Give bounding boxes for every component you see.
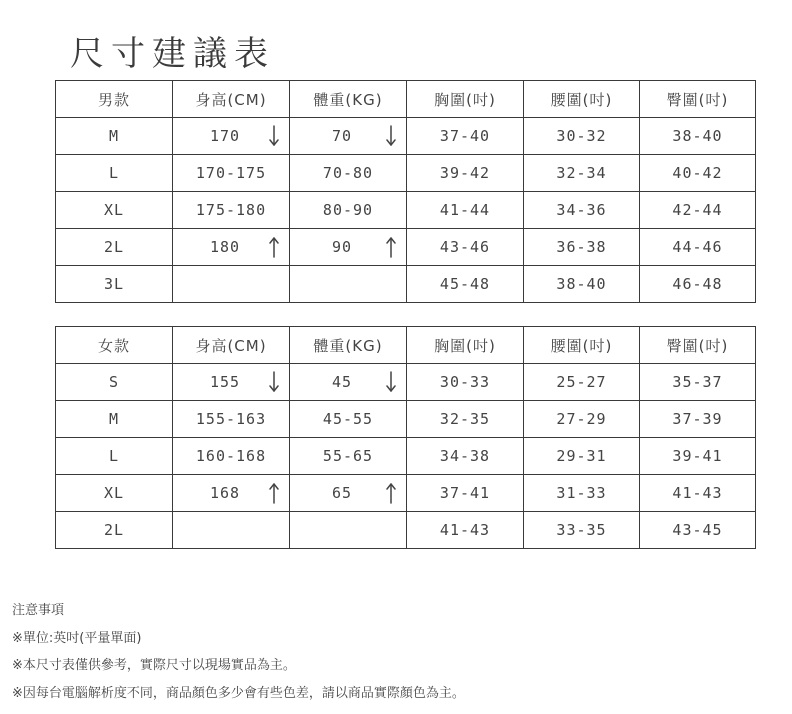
chest-cell-value: 37-41 [439, 484, 491, 502]
hip-cell-value: 43-45 [672, 521, 723, 539]
header-chest: 胸圍(吋) [407, 327, 524, 364]
table-row [56, 438, 756, 475]
waist-cell [524, 438, 640, 475]
weight-cell [290, 475, 407, 512]
up-arrow-icon [269, 482, 279, 504]
chest-cell [407, 438, 524, 475]
chest-cell [407, 512, 524, 549]
height-cell-value: 155 [209, 373, 241, 391]
size-cell-value: M [108, 127, 120, 145]
weight-cell [290, 438, 407, 475]
height-cell [173, 438, 290, 475]
hip-cell-value: 38-40 [672, 127, 723, 145]
header-chest: 胸圍(吋) [407, 81, 524, 118]
size-cell [56, 401, 173, 438]
weight-cell [290, 401, 407, 438]
hip-cell [640, 118, 756, 155]
note-item: ※單位:英吋(平量單面) [12, 630, 142, 646]
chest-cell [407, 118, 524, 155]
hip-cell [640, 364, 756, 401]
table-row [56, 118, 756, 155]
notes-heading: 注意事項 [12, 603, 65, 618]
waist-cell [524, 475, 640, 512]
weight-cell-value: 55-65 [322, 447, 374, 465]
header-height: 身高(CM) [173, 327, 290, 364]
waist-cell [524, 192, 640, 229]
hip-cell [640, 475, 756, 512]
weight-cell-value: 70 [331, 127, 353, 145]
down-arrow-icon [269, 371, 279, 393]
hip-cell [640, 512, 756, 549]
size-cell-value: XL [103, 484, 125, 502]
header-hip: 臀圍(吋) [640, 81, 756, 118]
size-cell [56, 155, 173, 192]
hip-cell-value: 46-48 [672, 275, 723, 293]
waist-cell [524, 118, 640, 155]
height-cell [173, 475, 290, 512]
chest-cell [407, 266, 524, 303]
chest-cell-value: 34-38 [439, 447, 491, 465]
chest-cell-value: 32-35 [439, 410, 491, 428]
header-men-label: 男款 [56, 81, 173, 118]
hip-cell [640, 266, 756, 303]
waist-cell-value: 25-27 [556, 373, 607, 391]
down-arrow-icon [386, 371, 396, 393]
chest-cell-value: 37-40 [439, 127, 491, 145]
weight-cell-value: 45 [331, 373, 353, 391]
waist-cell-value: 27-29 [556, 410, 607, 428]
waist-cell-value: 33-35 [556, 521, 607, 539]
height-cell-value: 175-180 [195, 201, 267, 219]
weight-cell [290, 266, 407, 303]
table-row [56, 229, 756, 266]
height-cell-value: 170-175 [195, 164, 267, 182]
hip-cell [640, 438, 756, 475]
up-arrow-icon [386, 236, 396, 258]
weight-cell-value: 70-80 [322, 164, 374, 182]
hip-cell-value: 37-39 [672, 410, 723, 428]
hip-cell [640, 155, 756, 192]
up-arrow-icon [386, 482, 396, 504]
chest-cell-value: 30-33 [439, 373, 491, 391]
header-waist: 腰圍(吋) [524, 81, 640, 118]
header-height: 身高(CM) [173, 81, 290, 118]
chest-cell [407, 229, 524, 266]
height-cell [173, 401, 290, 438]
note-item: ※因每台電腦解析度不同，商品顏色多少會有些色差，請以商品實際顏色為主。 [12, 685, 465, 701]
size-cell [56, 512, 173, 549]
down-arrow-icon [386, 125, 396, 147]
table-row [56, 512, 756, 549]
hip-cell-value: 42-44 [672, 201, 723, 219]
hip-cell [640, 229, 756, 266]
hip-cell-value: 39-41 [672, 447, 723, 465]
size-cell [56, 192, 173, 229]
hip-cell-value: 41-43 [672, 484, 723, 502]
weight-cell [290, 512, 407, 549]
weight-cell-value: 45-55 [322, 410, 374, 428]
weight-cell [290, 192, 407, 229]
height-cell [173, 118, 290, 155]
chest-cell [407, 155, 524, 192]
height-cell [173, 512, 290, 549]
waist-cell [524, 401, 640, 438]
chest-cell-value: 41-43 [439, 521, 491, 539]
weight-cell-value: 80-90 [322, 201, 374, 219]
size-cell-value: 3L [103, 275, 125, 293]
chest-cell-value: 45-48 [439, 275, 491, 293]
weight-cell [290, 364, 407, 401]
hip-cell-value: 40-42 [672, 164, 723, 182]
up-arrow-icon [269, 236, 279, 258]
table-row [56, 155, 756, 192]
hip-cell [640, 192, 756, 229]
height-cell [173, 192, 290, 229]
down-arrow-icon [269, 125, 279, 147]
size-cell-value: L [108, 164, 120, 182]
chest-cell-value: 39-42 [439, 164, 491, 182]
notes-section [12, 601, 782, 711]
chest-cell-value: 43-46 [439, 238, 491, 256]
women-size-table [55, 326, 756, 549]
height-cell [173, 266, 290, 303]
height-cell-value: 155-163 [195, 410, 267, 428]
waist-cell [524, 364, 640, 401]
size-cell-value: 2L [103, 238, 125, 256]
weight-cell-value: 90 [331, 238, 353, 256]
waist-cell-value: 30-32 [556, 127, 607, 145]
header-hip: 臀圍(吋) [640, 327, 756, 364]
chest-cell [407, 364, 524, 401]
waist-cell-value: 36-38 [556, 238, 607, 256]
size-cell [56, 475, 173, 512]
page-title: 尺寸建議表 [70, 34, 275, 74]
size-cell [56, 229, 173, 266]
header-weight: 體重(KG) [290, 81, 407, 118]
height-cell-value: 168 [209, 484, 241, 502]
height-cell [173, 155, 290, 192]
size-cell [56, 118, 173, 155]
chest-cell [407, 475, 524, 512]
hip-cell-value: 35-37 [672, 373, 723, 391]
waist-cell-value: 29-31 [556, 447, 607, 465]
waist-cell [524, 266, 640, 303]
table-header-row [56, 81, 756, 118]
height-cell-value: 170 [209, 127, 241, 145]
weight-cell [290, 118, 407, 155]
weight-cell [290, 155, 407, 192]
table-row [56, 266, 756, 303]
chest-cell [407, 192, 524, 229]
weight-cell-value: 65 [331, 484, 353, 502]
weight-cell [290, 229, 407, 266]
height-cell-value: 160-168 [195, 447, 267, 465]
size-cell-value: XL [103, 201, 125, 219]
header-waist: 腰圍(吋) [524, 327, 640, 364]
men-size-table [55, 80, 756, 303]
size-cell [56, 364, 173, 401]
waist-cell-value: 34-36 [556, 201, 607, 219]
waist-cell-value: 32-34 [556, 164, 607, 182]
height-cell-value: 180 [209, 238, 241, 256]
waist-cell [524, 155, 640, 192]
header-women-label: 女款 [56, 327, 173, 364]
size-cell [56, 266, 173, 303]
waist-cell-value: 38-40 [556, 275, 607, 293]
table-row [56, 401, 756, 438]
header-weight: 體重(KG) [290, 327, 407, 364]
height-cell [173, 229, 290, 266]
table-row [56, 475, 756, 512]
waist-cell [524, 512, 640, 549]
size-cell [56, 438, 173, 475]
waist-cell [524, 229, 640, 266]
height-cell [173, 364, 290, 401]
size-cell-value: L [108, 447, 120, 465]
table-row [56, 192, 756, 229]
table-row [56, 364, 756, 401]
hip-cell-value: 44-46 [672, 238, 723, 256]
size-cell-value: S [108, 373, 120, 391]
table-header-row [56, 327, 756, 364]
size-cell-value: M [108, 410, 120, 428]
chest-cell-value: 41-44 [439, 201, 491, 219]
note-item: ※本尺寸表僅供參考，實際尺寸以現場實品為主。 [12, 658, 296, 673]
hip-cell [640, 401, 756, 438]
waist-cell-value: 31-33 [556, 484, 607, 502]
size-cell-value: 2L [103, 521, 125, 539]
chest-cell [407, 401, 524, 438]
